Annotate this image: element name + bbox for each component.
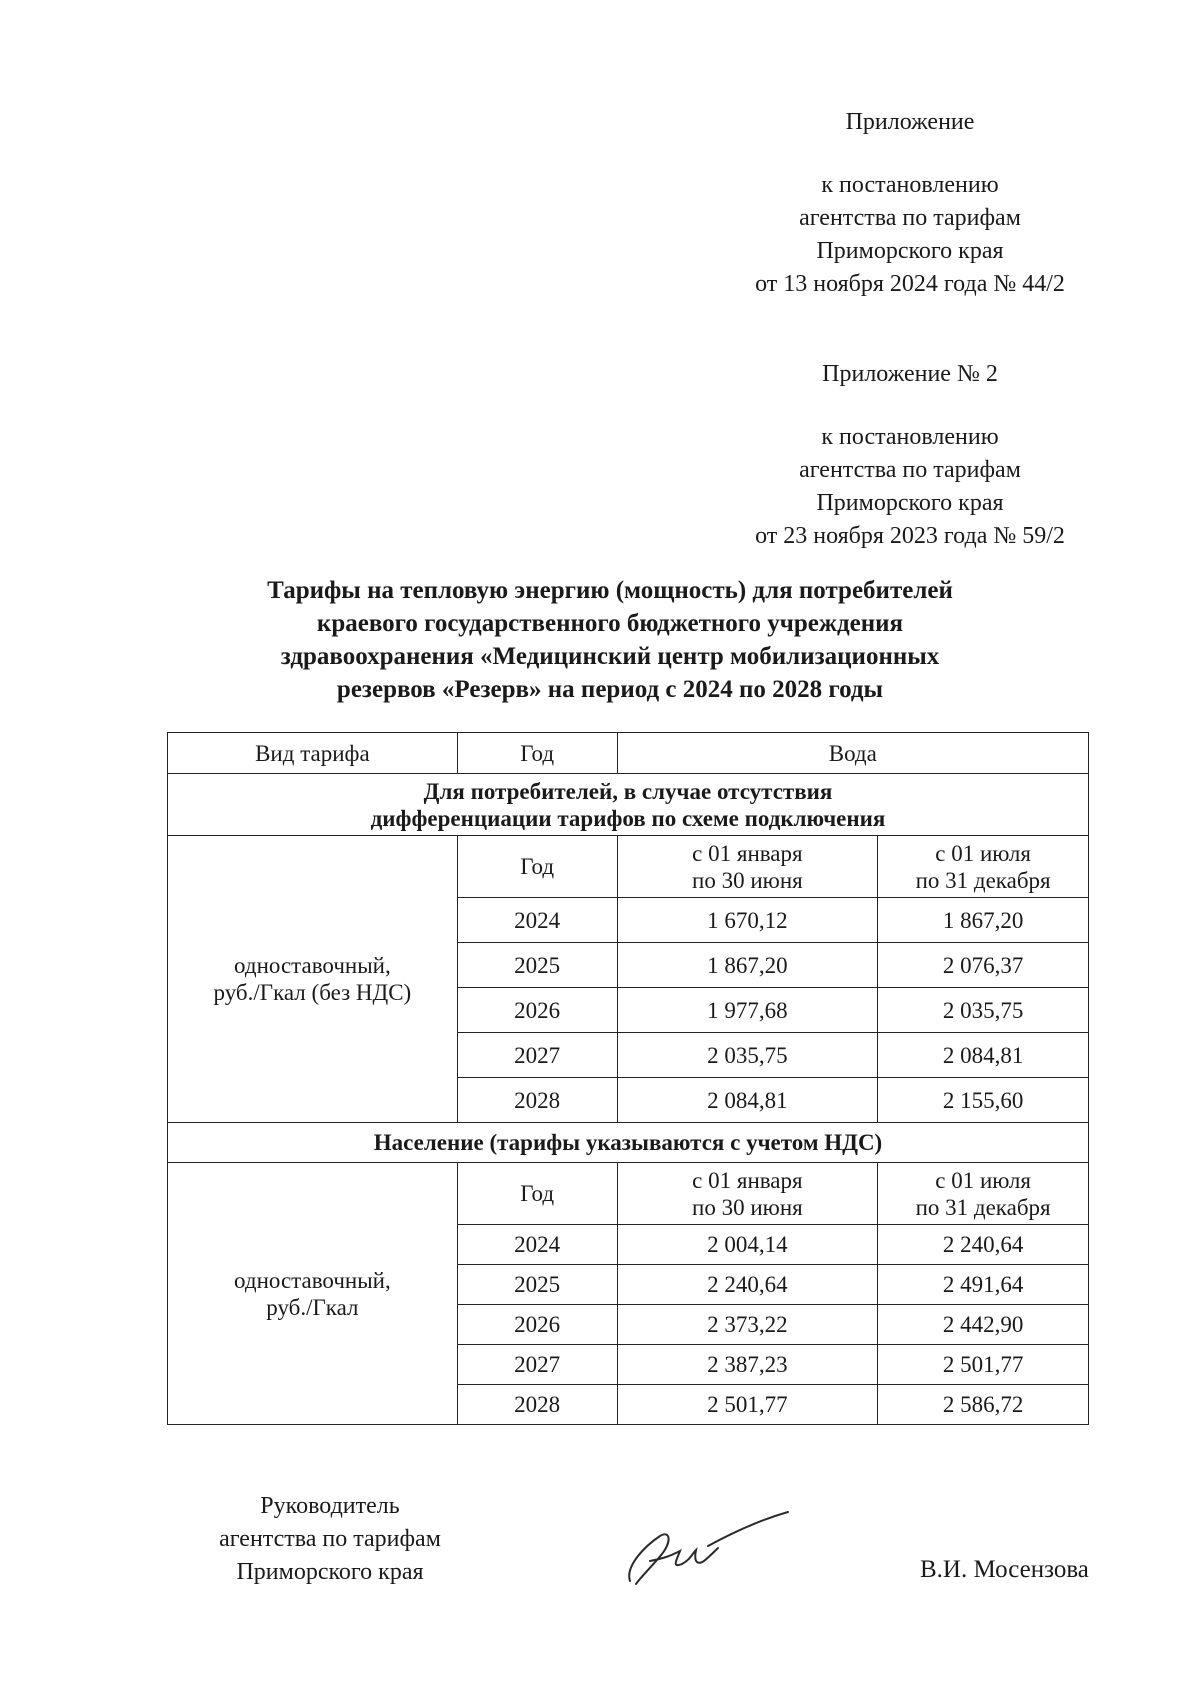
period-2-header <box>878 836 1089 898</box>
year-cell: 2024 <box>457 898 617 943</box>
year-cell: 2027 <box>457 1033 617 1078</box>
period-1-value: 2 035,75 <box>617 1033 878 1078</box>
section-title-line: Для потребителей, в случае отсутствия <box>423 778 833 804</box>
appendix-line: к постановлению <box>821 424 999 450</box>
period-2-header <box>878 1163 1089 1225</box>
period-1-header <box>617 836 878 898</box>
appendix-line: агентства по тарифам <box>799 457 1021 483</box>
appendix-header-1 <box>720 106 1100 301</box>
section-title-row <box>168 1123 1089 1163</box>
year-cell: 2025 <box>457 1265 617 1305</box>
tariff-type-cell <box>168 1163 458 1425</box>
period-1-value: 2 373,22 <box>617 1305 878 1345</box>
title-line: здравоохранения «Медицинский центр мобилизационных <box>280 643 940 670</box>
period-line: с 01 июля <box>935 840 1031 866</box>
document-title <box>160 574 1060 706</box>
period-2-value: 2 491,64 <box>878 1265 1089 1305</box>
period-2-value: 1 867,20 <box>878 898 1089 943</box>
tariff-type-line: одноставочный, <box>234 953 391 978</box>
handwritten-signature <box>610 1506 800 1596</box>
signer-position-line: агентства по тарифам <box>219 1526 441 1552</box>
title-line: резервов «Резерв» на период с 2024 по 2028 годы <box>336 676 884 703</box>
period-1-value: 2 387,23 <box>617 1345 878 1385</box>
period-1-value: 2 004,14 <box>617 1225 878 1265</box>
period-line: с 01 июля <box>935 1167 1031 1193</box>
section-title-line: Население (тарифы указываются с учетом НДС) <box>373 1130 883 1155</box>
tariff-type-line: руб./Гкал (без НДС) <box>213 980 412 1005</box>
sub-header-row <box>168 1163 1089 1225</box>
sub-header-year: Год <box>457 1163 617 1225</box>
section-title-line: дифференциации тарифов по схеме подключения <box>370 805 886 831</box>
period-1-value: 1 977,68 <box>617 988 878 1033</box>
period-line: по 31 декабря <box>915 867 1051 893</box>
tariff-type-cell <box>168 836 458 1123</box>
signer-position <box>170 1490 490 1589</box>
tariff-type-line: одноставочный, <box>234 1267 391 1293</box>
period-2-value: 2 076,37 <box>878 943 1089 988</box>
year-cell: 2028 <box>457 1078 617 1123</box>
appendix-line: от 23 ноября 2023 года № 59/2 <box>755 523 1065 549</box>
period-1-value: 2 501,77 <box>617 1385 878 1425</box>
period-line: с 01 января <box>692 840 803 866</box>
signer-position-line: Приморского края <box>236 1559 424 1585</box>
appendix-heading: Приложение № 2 <box>822 361 998 387</box>
year-cell: 2026 <box>457 988 617 1033</box>
period-line: по 30 июня <box>692 1194 803 1220</box>
period-2-value: 2 442,90 <box>878 1305 1089 1345</box>
appendix-header-2 <box>720 358 1100 553</box>
signer-position-line: Руководитель <box>260 1493 400 1519</box>
period-2-value: 2 084,81 <box>878 1033 1089 1078</box>
header-year: Год <box>457 733 617 774</box>
appendix-line: агентства по тарифам <box>799 205 1021 231</box>
period-1-value: 1 670,12 <box>617 898 878 943</box>
year-cell: 2028 <box>457 1385 617 1425</box>
appendix-line: от 13 ноября 2024 года № 44/2 <box>755 271 1065 297</box>
period-2-value: 2 501,77 <box>878 1345 1089 1385</box>
period-2-value: 2 240,64 <box>878 1225 1089 1265</box>
year-cell: 2026 <box>457 1305 617 1345</box>
appendix-heading: Приложение <box>845 109 975 135</box>
period-line: по 31 декабря <box>915 1194 1051 1220</box>
year-cell: 2027 <box>457 1345 617 1385</box>
appendix-line: Приморского края <box>816 490 1004 516</box>
section-title-row <box>168 774 1089 836</box>
period-line: по 30 июня <box>692 867 803 893</box>
appendix-line: Приморского края <box>816 238 1004 264</box>
tariff-type-line: руб./Гкал <box>266 1294 359 1320</box>
title-line: краевого государственного бюджетного учреждения <box>316 610 904 637</box>
title-line: Тарифы на тепловую энергию (мощность) для потребителей <box>267 577 953 604</box>
signer-name: В.И. Мосензова <box>920 1556 1089 1583</box>
period-2-value: 2 035,75 <box>878 988 1089 1033</box>
period-line: с 01 января <box>692 1167 803 1193</box>
header-tariff-type: Вид тарифа <box>168 733 458 774</box>
tariff-table <box>167 732 1089 1425</box>
appendix-line: к постановлению <box>821 172 999 198</box>
period-1-value: 2 084,81 <box>617 1078 878 1123</box>
sub-header-year: Год <box>457 836 617 898</box>
period-2-value: 2 586,72 <box>878 1385 1089 1425</box>
section-title <box>168 774 1089 836</box>
sub-header-row <box>168 836 1089 898</box>
period-1-value: 2 240,64 <box>617 1265 878 1305</box>
header-water: Вода <box>617 733 1088 774</box>
year-cell: 2024 <box>457 1225 617 1265</box>
section-title <box>168 1123 1089 1163</box>
period-1-header <box>617 1163 878 1225</box>
period-2-value: 2 155,60 <box>878 1078 1089 1123</box>
table-header-row <box>168 733 1089 774</box>
period-1-value: 1 867,20 <box>617 943 878 988</box>
year-cell: 2025 <box>457 943 617 988</box>
